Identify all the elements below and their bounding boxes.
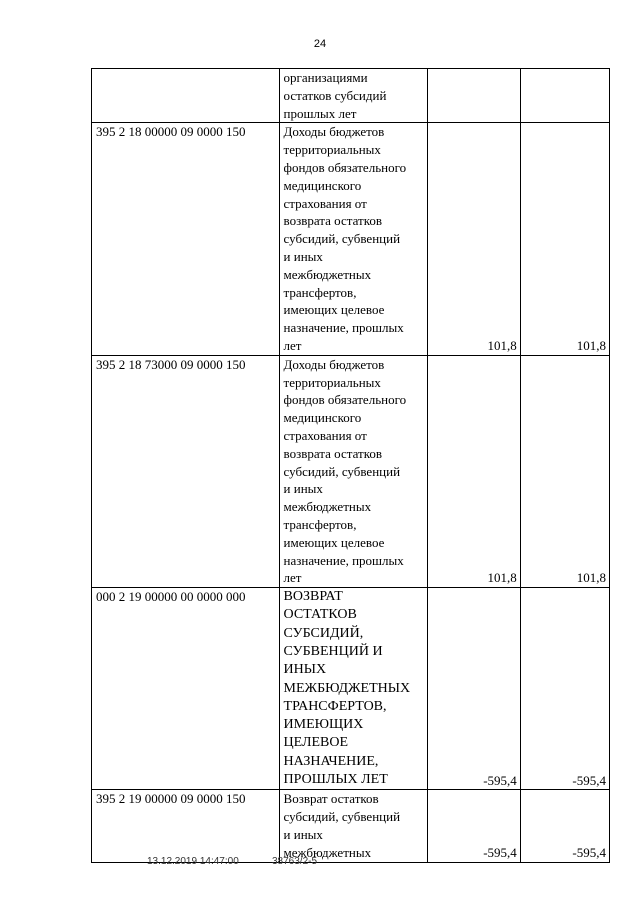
budget-table [91, 68, 610, 863]
description-line: НАЗНАЧЕНИЕ, [283, 753, 379, 769]
table-row [92, 123, 610, 355]
description-line: фондов обязательного [283, 392, 407, 408]
description-line: возврата остатков [283, 445, 382, 461]
description-line: межбюджетных [283, 266, 372, 282]
description-line: трансфертов, [283, 284, 357, 300]
amount-cell-1: 101,8 [427, 123, 520, 355]
description-line: ПРОШЛЫХ ЛЕТ [283, 772, 388, 788]
description-line: и иных [283, 826, 323, 842]
amount-cell-2: 101,8 [520, 123, 609, 355]
description-line: трансфертов, [283, 516, 357, 532]
description-line: Доходы бюджетов [283, 356, 385, 372]
description-line: фондов обязательного [283, 159, 407, 175]
amount-cell-2: 101,8 [520, 355, 609, 587]
amount-cell-2: -595,4 [520, 790, 609, 862]
description-line: субсидий, субвенций [283, 809, 401, 825]
description-line: субсидий, субвенций [283, 231, 401, 247]
description-line: субсидий, субвенций [283, 463, 401, 479]
description-line: назначение, прошлых [283, 320, 404, 336]
description-cell [279, 588, 427, 790]
budget-code-cell: 395 2 18 73000 09 0000 150 [92, 355, 280, 587]
description-cell [279, 69, 427, 123]
description-line: ТРАНСФЕРТОВ, [283, 698, 387, 714]
budget-table-body [92, 69, 610, 863]
table-row [92, 355, 610, 587]
amount-cell-1 [427, 69, 520, 123]
description-line: ЦЕЛЕВОЕ [283, 735, 349, 751]
description-line: прошлых лет [283, 105, 357, 121]
description-line: ИНЫХ [283, 662, 327, 678]
budget-code-cell [92, 69, 280, 123]
description-line: ВОЗВРАТ [283, 589, 343, 605]
description-line: ОСТАТКОВ [283, 607, 357, 623]
description-line: возврата остатков [283, 213, 382, 229]
description-line: МЕЖБЮДЖЕТНЫХ [283, 680, 411, 696]
description-line: межбюджетных [283, 499, 372, 515]
description-line: Возврат остатков [283, 791, 379, 807]
budget-code-cell: 395 2 19 00000 09 0000 150 [92, 790, 280, 862]
amount-cell-2: -595,4 [520, 588, 609, 790]
amount-cell-1: 101,8 [427, 355, 520, 587]
description-line: и иных [283, 248, 323, 264]
description-line: территориальных [283, 142, 381, 158]
footer-datetime: 13.12.2019 14:47:00 [147, 856, 239, 867]
budget-code-cell: 395 2 18 00000 09 0000 150 [92, 123, 280, 355]
description-line: лет [283, 570, 302, 586]
description-line: страхования от [283, 195, 367, 211]
description-line: медицинского [283, 177, 362, 193]
description-line: и иных [283, 481, 323, 497]
description-line: территориальных [283, 374, 381, 390]
description-cell [279, 790, 427, 862]
description-line: Доходы бюджетов [283, 124, 385, 140]
description-line: медицинского [283, 410, 362, 426]
page-number: 24 [313, 38, 327, 50]
table-row [92, 790, 610, 862]
description-line: организациями [283, 70, 368, 85]
description-line: остатков субсидий [283, 87, 387, 103]
description-line: страхования от [283, 427, 367, 443]
amount-cell-1: -595,4 [427, 790, 520, 862]
description-cell [279, 123, 427, 355]
description-line: лет [283, 337, 302, 353]
description-line: имеющих целевое [283, 302, 385, 318]
amount-cell-1: -595,4 [427, 588, 520, 790]
description-line: межбюджетных [283, 844, 372, 860]
budget-code-cell: 000 2 19 00000 00 0000 000 [92, 588, 280, 790]
description-line: СУБВЕНЦИЙ И [283, 644, 383, 659]
table-row [92, 588, 610, 790]
amount-cell-2 [520, 69, 609, 123]
description-line: ИМЕЮЩИХ [283, 717, 364, 733]
description-line: СУБСИДИЙ, [283, 625, 364, 641]
footer-doc-id: 38763/2-5 [272, 856, 318, 867]
description-line: назначение, прошлых [283, 552, 404, 568]
description-cell [279, 355, 427, 587]
table-row [92, 69, 610, 123]
description-line: имеющих целевое [283, 534, 385, 550]
